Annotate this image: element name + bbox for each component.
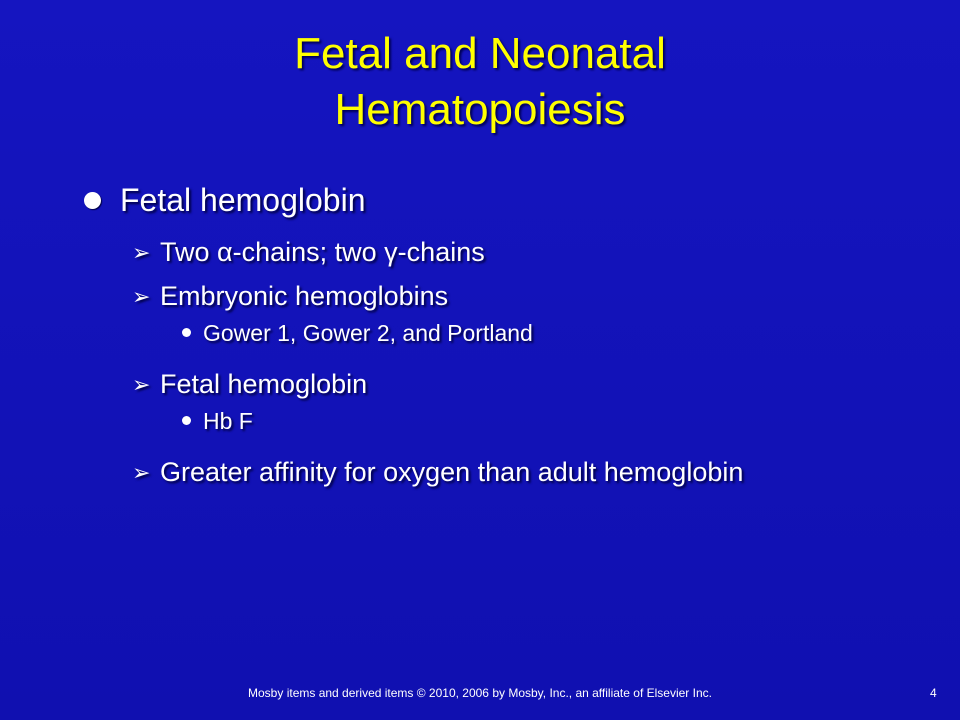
bullet-text: Fetal hemoglobin	[120, 182, 366, 218]
arrow-bullet-icon: ➢	[132, 373, 151, 398]
circle-bullet-icon	[84, 192, 101, 209]
title-line-1: Fetal and Neonatal	[294, 29, 666, 78]
slide-title	[0, 26, 960, 138]
bullet-list	[78, 178, 938, 490]
bullet-text: Greater affinity for oxygen than adult hemoglobin	[160, 457, 744, 487]
bullet-item-level2	[78, 366, 938, 402]
arrow-bullet-icon: ➢	[132, 285, 151, 310]
bullet-item-level1	[78, 178, 938, 226]
bullet-item-level3	[78, 406, 938, 436]
bullet-text: Hb F	[203, 408, 253, 434]
bullet-text: Fetal hemoglobin	[160, 369, 368, 399]
arrow-bullet-icon: ➢	[132, 461, 151, 486]
bullet-text: Embryonic hemoglobins	[160, 281, 449, 311]
bullet-item-level2	[78, 454, 938, 490]
arrow-bullet-icon: ➢	[132, 241, 151, 266]
bullet-item-level2	[78, 234, 938, 270]
title-line-2: Hematopoiesis	[334, 85, 626, 134]
bullet-item-level2	[78, 278, 938, 314]
page-number: 4	[930, 686, 937, 700]
dot-bullet-icon	[182, 328, 191, 337]
bullet-item-level3	[78, 318, 938, 348]
bullet-text: Gower 1, Gower 2, and Portland	[203, 320, 533, 346]
dot-bullet-icon	[182, 416, 191, 425]
bullet-text: Two α-chains; two γ-chains	[160, 237, 485, 267]
copyright-footer: Mosby items and derived items © 2010, 2006 by Mosby, Inc., an affiliate of Elsevier Inc.	[248, 686, 712, 700]
